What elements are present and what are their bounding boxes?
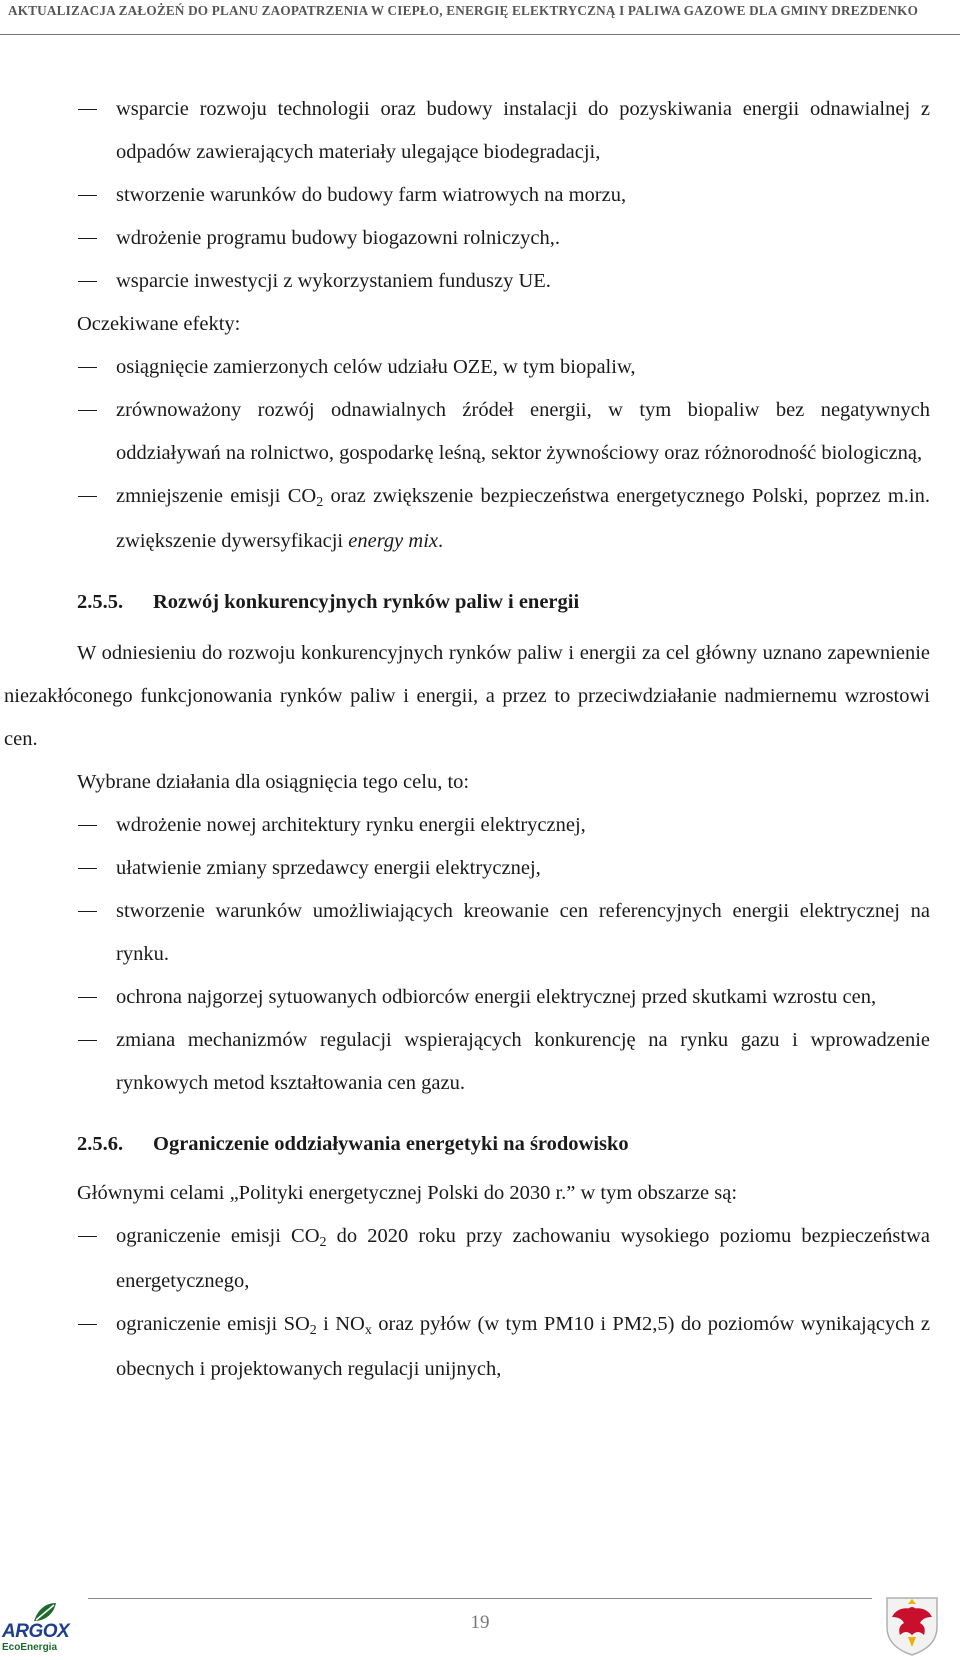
header-divider bbox=[0, 34, 960, 35]
section-paragraph: W odniesieniu do rozwoju konkurencyjnych rynków paliw i energii za cel główny uznano zapewnienie niezakłóconego funkcjonowania rynków paliw i energii, a przez to przeciwdziałanie nadmiernemu wzrostowi cen. bbox=[4, 642, 930, 750]
section-heading bbox=[0, 581, 960, 624]
list-item: stworzenie warunków umożliwiających kreowanie cen referencyjnych energii elektrycznej na rynku. bbox=[0, 890, 960, 976]
municipal-crest-icon bbox=[884, 1595, 940, 1657]
page-header bbox=[0, 0, 960, 38]
document-body bbox=[0, 88, 960, 1391]
list-item: zmiana mechanizmów regulacji wspierających konkurencję na rynku gazu i wprowadzenie rynkowych metod kształtowania cen gazu. bbox=[0, 1019, 960, 1105]
footer-divider bbox=[88, 1598, 872, 1599]
page-number: 19 bbox=[470, 1612, 490, 1633]
text-run: . bbox=[438, 530, 444, 552]
list-item bbox=[0, 1303, 960, 1391]
section-number: 2.5.6. bbox=[77, 1133, 124, 1155]
subscript: 2 bbox=[309, 1323, 317, 1338]
list-item: ochrona najgorzej sytuowanych odbiorców energii elektrycznej przed skutkami wzrostu cen, bbox=[0, 976, 960, 1019]
page-footer bbox=[0, 1595, 960, 1660]
list-item bbox=[0, 475, 960, 563]
text-run: ograniczenie emisji SO bbox=[116, 1313, 310, 1335]
section-title: Ograniczenie oddziaływania energetyki na środowisko bbox=[153, 1133, 629, 1155]
logo-subtitle: EcoEnergia bbox=[2, 1642, 58, 1653]
section-number: 2.5.5. bbox=[77, 591, 124, 613]
italic-term: energy mix bbox=[348, 530, 438, 552]
list-item: ułatwienie zmiany sprzedawcy energii elektrycznej, bbox=[0, 847, 960, 890]
section-intro: Głównymi celami „Polityki energetycznej Polski do 2030 r.” w tym obszarze są: bbox=[77, 1182, 738, 1204]
list-item: stworzenie warunków do budowy farm wiatrowych na morzu, bbox=[0, 174, 960, 217]
subscript: 2 bbox=[319, 1235, 327, 1250]
text-run: oraz pyłów (w tym PM10 i PM2,5) do poziomów wynikających z obecnych i projektowanych regulacji unijnych, bbox=[116, 1313, 931, 1380]
text-run: do 2020 roku przy zachowaniu wysokiego poziomu bezpieczeństwa energetycznego, bbox=[116, 1225, 930, 1292]
list-item: wsparcie rozwoju technologii oraz budowy instalacji do pozyskiwania energii odnawialnej z odpadów zawierających materiały ulegające biodegradacji, bbox=[0, 88, 960, 174]
leaf-icon bbox=[32, 1601, 58, 1623]
text-run: ograniczenie emisji CO bbox=[116, 1225, 320, 1247]
text-run: i NO bbox=[316, 1313, 365, 1335]
text-run: zmniejszenie emisji CO bbox=[116, 485, 317, 507]
section-intro: Wybrane działania dla osiągnięcia tego celu, to: bbox=[77, 771, 470, 793]
list-item: wdrożenie nowej architektury rynku energii elektrycznej, bbox=[0, 804, 960, 847]
list-item: zrównoważony rozwój odnawialnych źródeł energii, w tym biopaliw bez negatywnych oddziaływań na rolnictwo, gospodarkę leśną, sektor żywnościowy oraz różnorodność biologiczną, bbox=[0, 389, 960, 475]
list-item: wdrożenie programu budowy biogazowni rolniczych,. bbox=[0, 217, 960, 260]
logo-wordmark: ARGOX bbox=[2, 1621, 70, 1642]
list-item: wsparcie inwestycji z wykorzystaniem funduszy UE. bbox=[0, 260, 960, 303]
list-item bbox=[0, 1215, 960, 1303]
section-title: Rozwój konkurencyjnych rynków paliw i energii bbox=[153, 591, 580, 613]
argox-logo bbox=[2, 1601, 92, 1656]
section-heading bbox=[0, 1123, 960, 1166]
subscript: 2 bbox=[316, 495, 324, 510]
subscript: x bbox=[364, 1323, 372, 1338]
list-item: osiągnięcie zamierzonych celów udziału OZE, w tym biopaliw, bbox=[0, 346, 960, 389]
text-run: oraz zwiększenie bezpieczeństwa energetycznego Polski, poprzez m.in. zwiększenie dywersyfikacji bbox=[116, 485, 931, 552]
header-title: AKTUALIZACJA ZAŁOŻEŃ DO PLANU ZAOPATRZENIA W CIEPŁO, ENERGIĘ ELEKTRYCZNĄ I PALIWA GAZOWE DLA GMINY DREZDENKO bbox=[8, 3, 919, 18]
effects-intro: Oczekiwane efekty: bbox=[77, 313, 241, 335]
